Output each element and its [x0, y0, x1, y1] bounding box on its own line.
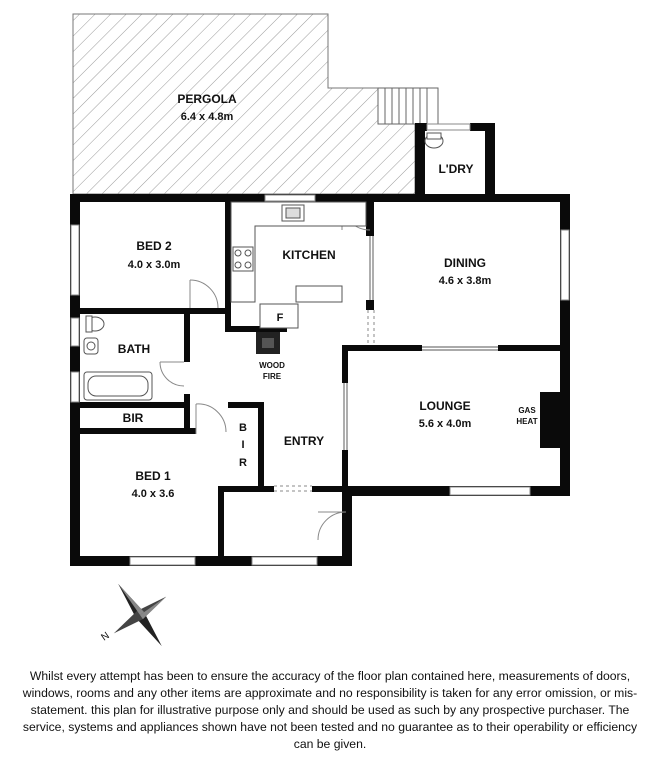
gas-heat-label-1: GAS	[518, 406, 536, 415]
bir-side-letter-r: R	[239, 457, 247, 469]
bir-side-letter-b: B	[239, 422, 247, 434]
dining-label: DINING	[444, 256, 486, 270]
bed1-dimensions: 4.0 x 3.6	[131, 488, 175, 500]
wood-fire-label-1: WOOD	[259, 361, 285, 370]
bath-label: BATH	[117, 342, 151, 356]
lounge-label: LOUNGE	[419, 399, 471, 413]
disclaimer-text: Whilst every attempt has been to ensure the accuracy of the floor plan contained here, measurements of doors, windows, rooms and any other items are approximate and no responsibility is taken for any error omission, or mis-statement. this plan for illustrative purpose only and should be used as such by any prospective purchaser. The service, systems and appliances shown have not been tested and no guarantee as to their operability or efficiency can be given.	[22, 669, 638, 751]
entry-label: ENTRY	[283, 434, 325, 448]
gas-heat-label-2: HEAT	[516, 417, 538, 426]
laundry-label: L'DRY	[438, 162, 474, 176]
compass-north-label: N	[99, 630, 112, 644]
compass-icon	[92, 566, 188, 660]
fridge-label: F	[276, 312, 284, 324]
stairs	[378, 88, 438, 124]
bed2-label: BED 2	[136, 239, 172, 253]
lounge-dimensions: 5.6 x 4.0m	[418, 418, 472, 430]
wood-fire-icon	[256, 332, 280, 354]
pergola-dimensions: 6.4 x 4.8m	[180, 111, 234, 123]
kitchen-label: KITCHEN	[282, 248, 336, 262]
bed1-label: BED 1	[135, 469, 171, 483]
bir-side-letter-i: I	[241, 439, 245, 451]
bir-label: BIR	[122, 411, 144, 425]
pergola-area	[73, 14, 415, 194]
bed2-dimensions: 4.0 x 3.0m	[127, 259, 181, 271]
dashed-openings	[274, 310, 374, 491]
dining-dimensions: 4.6 x 3.8m	[438, 275, 492, 287]
kitchen-benches	[231, 202, 366, 328]
pergola-label: PERGOLA	[177, 92, 237, 106]
wood-fire-label-2: FIRE	[262, 372, 282, 381]
